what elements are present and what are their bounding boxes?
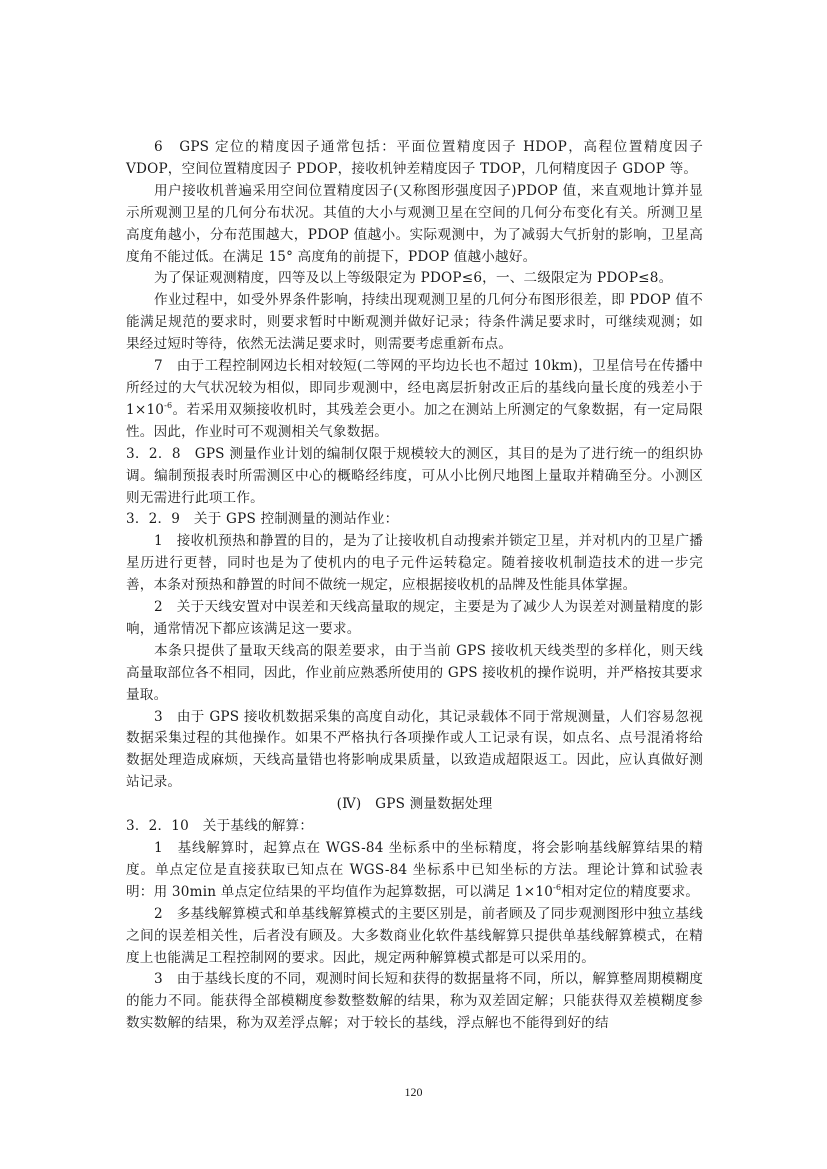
paragraph-solution-modes: 2 多基线解算模式和单基线解算模式的主要区别是，前者顾及了同步观测图形中独立基线之间的误差相关性，后者没有顾及。大多数商业化软件基线解算只提供单基线解算模式，在精度上也能满足工程控制网的要求。因此，规定两种解算模式都是可以采用的。 [126,905,703,966]
paragraph-pdop-explanation: 用户接收机普遍采用空间位置精度因子(又称图形强度因子)PDOP 值，来直观地计算并显示所观测卫星的几何分布状况。其值的大小与观测卫星在空间的几何分布变化有关。所测卫星高度角越小，分布范围越大，PDOP 值越小。实际观测中，为了减弱大气折射的影响，卫星高度角不能过低。在满足 15° 高度角的前提下，PDOP 值越小越好。 [126,182,703,265]
paragraph-meteorological-data [126,356,703,444]
text-segment: 相对定位的精度要求。 [561,883,700,900]
paragraph-baseline-start-point [126,838,703,904]
text-segment: 。若采用双频接收机时，其残差会更小。加之在测站上所测定的气象数据，有一定局限性。因此，作业时可不观测相关气象数据。 [126,401,703,440]
page-number: 120 [404,1085,423,1099]
superscript: -6 [553,882,562,892]
text-segment: 7 由于工程控制网边长相对较短(二等网的平均边长也不超过 10km)，卫星信号在传播中所经过的大气状况较为相似，即同步观测中，经电离层折射改正后的基线向量长度的残差小于 1×10 [126,358,703,418]
paragraph-station-records: 3 由于 GPS 接收机数据采集的高度自动化，其记录载体不同于常规测量，人们容易忽视数据采集过程的其他操作。如果不严格执行各项操作或人工记录有误，如点名、点号混淆将给数据处理造成麻烦，天线高量错也将影响成果质量，以致造成超限返工。因此，应认真做好测站记录。 [126,708,703,791]
document-page [126,137,703,1035]
section-heading-data-processing: (Ⅳ) GPS 测量数据处理 [336,796,493,813]
clause-3-2-9-heading: 3．2．9 关于 GPS 控制测量的测站作业： [126,511,399,528]
paragraph-ambiguity-resolution: 3 由于基线长度的不同，观测时间长短和获得的数据量将不同，所以，解算整周期模糊度的能力不同。能获得全部模糊度参数整数解的结果，称为双差固定解；只能获得双差模糊度参数实数解的结果，称为双差浮点解；对于较长的基线，浮点解也不能得到好的结 [126,971,703,1032]
paragraph-antenna-setup: 2 关于天线安置对中误差和天线高量取的规定，主要是为了减少人为误差对测量精度的影响，通常情况下都应该满足这一要求。 [126,599,703,637]
paragraph-observation-interruption: 作业过程中，如受外界条件影响，持续出现观测卫星的几何分布图形很差，即 PDOP 值不能满足规范的要求时，则要求暂时中断观测并做好记录；待条件满足要求时，可继续观测；如果经过短时等待，依然无法满足要求时，则需要考虑重新布点。 [126,292,703,353]
superscript: -6 [164,400,173,410]
paragraph-receiver-preheating: 1 接收机预热和静置的目的，是为了让接收机自动搜索并锁定卫星，并对机内的卫星广播星历进行更替，同时也是为了使机内的电子元件运转稳定。随着接收机制造技术的进一步完善，本条对预热和静置的时间不做统一规定，应根据接收机的品牌及性能具体掌握。 [126,533,703,594]
text-segment: 1 基线解算时，起算点在 WGS-84 坐标系中的坐标精度，将会影响基线解算结果的精度。单点定位是直接获取已知点在 WGS-84 坐标系中已知坐标的方法。理论计算和试验表明：用 30min 单点定位结果的平均值作为起算数据，可以满足 1×10 [126,840,703,900]
paragraph-antenna-height: 本条只提供了量取天线高的限差要求，由于当前 GPS 接收机天线类型的多样化，则天线高量取部位各不相同，因此，作业前应熟悉所使用的 GPS 接收机的操作说明，并严格按其要求量取。 [126,642,703,703]
clause-3-2-8: 3．2．8 GPS 测量作业计划的编制仅限于规模较大的测区，其目的是为了进行统一的组织协调。编制预报表时所需测区中心的概略经纬度，可从小比例尺地图上量取并精确至分。小测区则无需进行此项工作。 [126,445,703,506]
paragraph-pdop-factors: 6 GPS 定位的精度因子通常包括：平面位置精度因子 HDOP，高程位置精度因子 VDOP，空间位置精度因子 PDOP，接收机钟差精度因子 TDOP，几何精度因子 GDOP 等。 [126,139,703,177]
clause-3-2-10-heading: 3．2．10 关于基线的解算： [126,818,314,835]
paragraph-pdop-limits: 为了保证观测精度，四等及以上等级限定为 PDOP≤6，一、二级限定为 PDOP≤8。 [154,270,673,287]
